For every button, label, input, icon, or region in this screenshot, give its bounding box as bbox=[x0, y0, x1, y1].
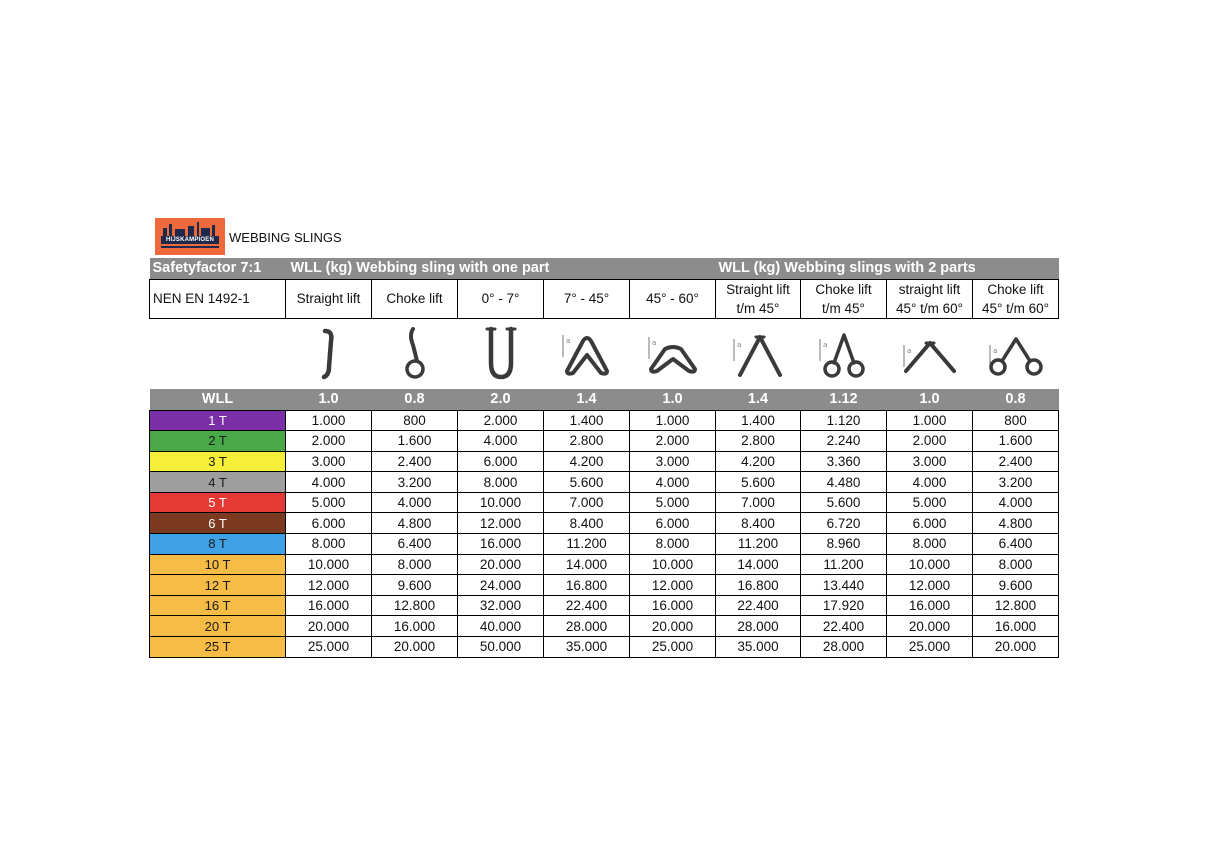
table-cell: 2.800 bbox=[716, 431, 801, 452]
table-cell: 25.000 bbox=[630, 637, 716, 658]
table-cell: 3.000 bbox=[286, 451, 372, 472]
illustration-cell bbox=[716, 318, 801, 388]
table-cell: 4.000 bbox=[973, 492, 1059, 513]
wll-factor: 1.12 bbox=[801, 388, 887, 410]
table-cell: 9.600 bbox=[973, 575, 1059, 596]
table-cell: 5.000 bbox=[887, 492, 973, 513]
table-cell: 35.000 bbox=[716, 637, 801, 658]
column-header bbox=[544, 279, 630, 318]
column-header bbox=[372, 279, 458, 318]
table-cell: 6.000 bbox=[630, 513, 716, 534]
table-cell: 12.000 bbox=[887, 575, 973, 596]
capacity-cell: 3 T bbox=[150, 451, 286, 472]
table-cell: 5.600 bbox=[544, 472, 630, 493]
table-cell: 10.000 bbox=[887, 554, 973, 575]
column-header bbox=[801, 279, 887, 318]
table-cell: 20.000 bbox=[286, 616, 372, 637]
table-cell: 5.000 bbox=[630, 492, 716, 513]
table-cell: 800 bbox=[973, 410, 1059, 431]
table-cell: 2.400 bbox=[372, 451, 458, 472]
capacity-cell: 4 T bbox=[150, 472, 286, 493]
column-header bbox=[716, 279, 801, 318]
table-cell: 4.800 bbox=[372, 513, 458, 534]
table-cell: 11.200 bbox=[801, 554, 887, 575]
column-header-line1: straight lift bbox=[898, 281, 961, 297]
table-cell: 1.000 bbox=[286, 410, 372, 431]
illustration-cell bbox=[973, 318, 1059, 388]
table-cell: 4.200 bbox=[544, 451, 630, 472]
illustration-spacer bbox=[150, 318, 286, 388]
wll-factor: 2.0 bbox=[458, 388, 544, 410]
table-cell: 3.200 bbox=[372, 472, 458, 493]
table-cell: 13.440 bbox=[801, 575, 887, 596]
table-cell: 14.000 bbox=[716, 554, 801, 575]
basket-lift-icon bbox=[458, 323, 544, 383]
table-cell: 1.600 bbox=[973, 431, 1059, 452]
table-cell: 2.000 bbox=[887, 431, 973, 452]
svg-text:a: a bbox=[992, 347, 997, 355]
svg-text:a: a bbox=[906, 347, 911, 355]
table-cell: 16.000 bbox=[973, 616, 1059, 637]
table-cell: 35.000 bbox=[544, 637, 630, 658]
column-header bbox=[286, 279, 372, 318]
table-cell: 8.400 bbox=[544, 513, 630, 534]
group-two-parts: WLL (kg) Webbing slings with 2 parts bbox=[716, 258, 1059, 279]
table-cell: 28.000 bbox=[716, 616, 801, 637]
table-cell: 4.000 bbox=[887, 472, 973, 493]
table-cell: 3.000 bbox=[630, 451, 716, 472]
table-cell: 1.000 bbox=[630, 410, 716, 431]
table-cell: 50.000 bbox=[458, 637, 544, 658]
wll-factor: 1.0 bbox=[286, 388, 372, 410]
table-cell: 8.960 bbox=[801, 534, 887, 555]
table-cell: 6.400 bbox=[973, 534, 1059, 555]
table-cell: 10.000 bbox=[458, 492, 544, 513]
table-cell: 24.000 bbox=[458, 575, 544, 596]
two-leg-choke-60-icon bbox=[973, 323, 1059, 383]
company-logo bbox=[155, 218, 225, 255]
table-cell: 22.400 bbox=[801, 616, 887, 637]
table-row bbox=[150, 431, 1059, 452]
table-cell: 8.000 bbox=[973, 554, 1059, 575]
table-cell: 22.400 bbox=[544, 595, 630, 616]
safety-factor: Safetyfactor 7:1 bbox=[150, 258, 286, 279]
wll-factor: 1.0 bbox=[630, 388, 716, 410]
table-row bbox=[150, 575, 1059, 596]
table-cell: 5.600 bbox=[716, 472, 801, 493]
column-header-line2: 45° t/m 60° bbox=[895, 300, 964, 316]
table-cell: 4.480 bbox=[801, 472, 887, 493]
table-cell: 10.000 bbox=[630, 554, 716, 575]
group-header-row bbox=[150, 258, 1059, 279]
table-cell: 6.000 bbox=[458, 451, 544, 472]
capacity-cell: 1 T bbox=[150, 410, 286, 431]
table-row bbox=[150, 554, 1059, 575]
table-cell: 12.000 bbox=[630, 575, 716, 596]
two-leg-choke-45-icon bbox=[801, 323, 887, 383]
column-header-line1: 0° - 7° bbox=[481, 291, 520, 306]
capacity-cell: 12 T bbox=[150, 575, 286, 596]
table-cell: 12.800 bbox=[372, 595, 458, 616]
table-cell: 12.000 bbox=[458, 513, 544, 534]
capacity-cell: 2 T bbox=[150, 431, 286, 452]
svg-text:a: a bbox=[822, 341, 827, 349]
column-header bbox=[630, 279, 716, 318]
illustration-cell bbox=[286, 318, 372, 388]
capacity-cell: 6 T bbox=[150, 513, 286, 534]
table-cell: 2.240 bbox=[801, 431, 887, 452]
capacity-cell: 8 T bbox=[150, 534, 286, 555]
table-cell: 4.000 bbox=[372, 492, 458, 513]
factor-row bbox=[150, 388, 1059, 410]
wll-factor: 1.0 bbox=[887, 388, 973, 410]
illustration-cell bbox=[458, 318, 544, 388]
table-row bbox=[150, 410, 1059, 431]
table-cell: 4.800 bbox=[973, 513, 1059, 534]
table-cell: 8.400 bbox=[716, 513, 801, 534]
table-cell: 16.800 bbox=[544, 575, 630, 596]
table-cell: 20.000 bbox=[458, 554, 544, 575]
straight-lift-icon bbox=[286, 323, 372, 383]
column-header-line2: t/m 45° bbox=[736, 300, 780, 316]
logo-text: HIJSKAMPIOEN bbox=[161, 236, 219, 244]
column-header-line1: Choke lift bbox=[386, 291, 443, 306]
column-header bbox=[973, 279, 1059, 318]
table-cell: 5.000 bbox=[286, 492, 372, 513]
choke-lift-icon bbox=[372, 323, 458, 383]
svg-text:a: a bbox=[565, 337, 570, 345]
column-header-line2: 45° t/m 60° bbox=[981, 300, 1050, 316]
table-cell: 6.000 bbox=[286, 513, 372, 534]
table-cell: 6.720 bbox=[801, 513, 887, 534]
table-cell: 4.000 bbox=[458, 431, 544, 452]
table-cell: 20.000 bbox=[630, 616, 716, 637]
basket-45-60-icon bbox=[630, 323, 716, 383]
table-cell: 25.000 bbox=[286, 637, 372, 658]
table-cell: 8.000 bbox=[372, 554, 458, 575]
column-header-line1: Choke lift bbox=[815, 281, 872, 297]
table-cell: 2.800 bbox=[544, 431, 630, 452]
table-cell: 20.000 bbox=[372, 637, 458, 658]
table-cell: 16.000 bbox=[286, 595, 372, 616]
table-cell: 7.000 bbox=[544, 492, 630, 513]
table-cell: 32.000 bbox=[458, 595, 544, 616]
table-cell: 16.800 bbox=[716, 575, 801, 596]
table-cell: 16.000 bbox=[458, 534, 544, 555]
column-header-row bbox=[150, 279, 1059, 318]
capacity-cell: 5 T bbox=[150, 492, 286, 513]
table-cell: 9.600 bbox=[372, 575, 458, 596]
table-cell: 3.360 bbox=[801, 451, 887, 472]
standard-label: NEN EN 1492-1 bbox=[150, 279, 286, 318]
table-cell: 10.000 bbox=[286, 554, 372, 575]
table-cell: 4.000 bbox=[630, 472, 716, 493]
illustration-row bbox=[150, 318, 1059, 388]
table-row bbox=[150, 513, 1059, 534]
table-cell: 4.200 bbox=[716, 451, 801, 472]
two-leg-straight-60-icon bbox=[887, 323, 973, 383]
table-cell: 11.200 bbox=[544, 534, 630, 555]
document-title: WEBBING SLINGS bbox=[229, 230, 342, 245]
table-row bbox=[150, 534, 1059, 555]
illustration-cell bbox=[372, 318, 458, 388]
table-cell: 12.000 bbox=[286, 575, 372, 596]
column-header-line2: t/m 45° bbox=[822, 300, 865, 316]
table-cell: 40.000 bbox=[458, 616, 544, 637]
table-cell: 3.000 bbox=[887, 451, 973, 472]
table-cell: 8.000 bbox=[458, 472, 544, 493]
capacity-cell: 25 T bbox=[150, 637, 286, 658]
wll-factor: 0.8 bbox=[372, 388, 458, 410]
table-row bbox=[150, 637, 1059, 658]
table-cell: 4.000 bbox=[286, 472, 372, 493]
column-header bbox=[458, 279, 544, 318]
table-cell: 20.000 bbox=[887, 616, 973, 637]
table-cell: 25.000 bbox=[887, 637, 973, 658]
table-cell: 3.200 bbox=[973, 472, 1059, 493]
capacity-cell: 20 T bbox=[150, 616, 286, 637]
table-cell: 1.400 bbox=[716, 410, 801, 431]
table-cell: 17.920 bbox=[801, 595, 887, 616]
svg-text:a: a bbox=[737, 341, 742, 349]
table-cell: 2.400 bbox=[973, 451, 1059, 472]
column-header bbox=[887, 279, 973, 318]
capacity-cell: 16 T bbox=[150, 595, 286, 616]
table-row bbox=[150, 595, 1059, 616]
table-cell: 7.000 bbox=[716, 492, 801, 513]
table-cell: 20.000 bbox=[973, 637, 1059, 658]
table-cell: 16.000 bbox=[372, 616, 458, 637]
illustration-cell bbox=[544, 318, 630, 388]
group-one-part: WLL (kg) Webbing sling with one part bbox=[286, 258, 716, 279]
table-cell: 8.000 bbox=[887, 534, 973, 555]
table-cell: 5.600 bbox=[801, 492, 887, 513]
table-cell: 8.000 bbox=[286, 534, 372, 555]
table-cell: 1.600 bbox=[372, 431, 458, 452]
table-cell: 8.000 bbox=[630, 534, 716, 555]
wll-factor: 1.4 bbox=[544, 388, 630, 410]
table-cell: 12.800 bbox=[973, 595, 1059, 616]
column-header-line1: 7° - 45° bbox=[563, 291, 610, 306]
table-cell: 2.000 bbox=[458, 410, 544, 431]
table-cell: 16.000 bbox=[630, 595, 716, 616]
table-cell: 6.000 bbox=[887, 513, 973, 534]
svg-text:a: a bbox=[651, 339, 656, 347]
illustration-cell bbox=[630, 318, 716, 388]
column-header-line1: Straight lift bbox=[296, 291, 361, 306]
table-cell: 14.000 bbox=[544, 554, 630, 575]
table-cell: 6.400 bbox=[372, 534, 458, 555]
table-cell: 1.400 bbox=[544, 410, 630, 431]
wll-table bbox=[149, 258, 1059, 658]
table-row bbox=[150, 616, 1059, 637]
table-cell: 11.200 bbox=[716, 534, 801, 555]
table-row bbox=[150, 451, 1059, 472]
wll-factor: 0.8 bbox=[973, 388, 1059, 410]
table-cell: 28.000 bbox=[801, 637, 887, 658]
table-cell: 1.000 bbox=[887, 410, 973, 431]
wll-label: WLL bbox=[150, 388, 286, 410]
two-leg-straight-45-icon bbox=[716, 323, 801, 383]
wll-factor: 1.4 bbox=[716, 388, 801, 410]
table-cell: 800 bbox=[372, 410, 458, 431]
table-cell: 2.000 bbox=[630, 431, 716, 452]
table-cell: 22.400 bbox=[716, 595, 801, 616]
table-row bbox=[150, 472, 1059, 493]
table-cell: 16.000 bbox=[887, 595, 973, 616]
column-header-line1: 45° - 60° bbox=[646, 291, 699, 306]
table-cell: 28.000 bbox=[544, 616, 630, 637]
illustration-cell bbox=[887, 318, 973, 388]
column-header-line1: Straight lift bbox=[726, 281, 790, 297]
capacity-cell: 10 T bbox=[150, 554, 286, 575]
basket-7-45-icon bbox=[544, 323, 630, 383]
table-cell: 2.000 bbox=[286, 431, 372, 452]
table-cell: 1.120 bbox=[801, 410, 887, 431]
column-header-line1: Choke lift bbox=[987, 281, 1044, 297]
illustration-cell bbox=[801, 318, 887, 388]
table-row bbox=[150, 492, 1059, 513]
